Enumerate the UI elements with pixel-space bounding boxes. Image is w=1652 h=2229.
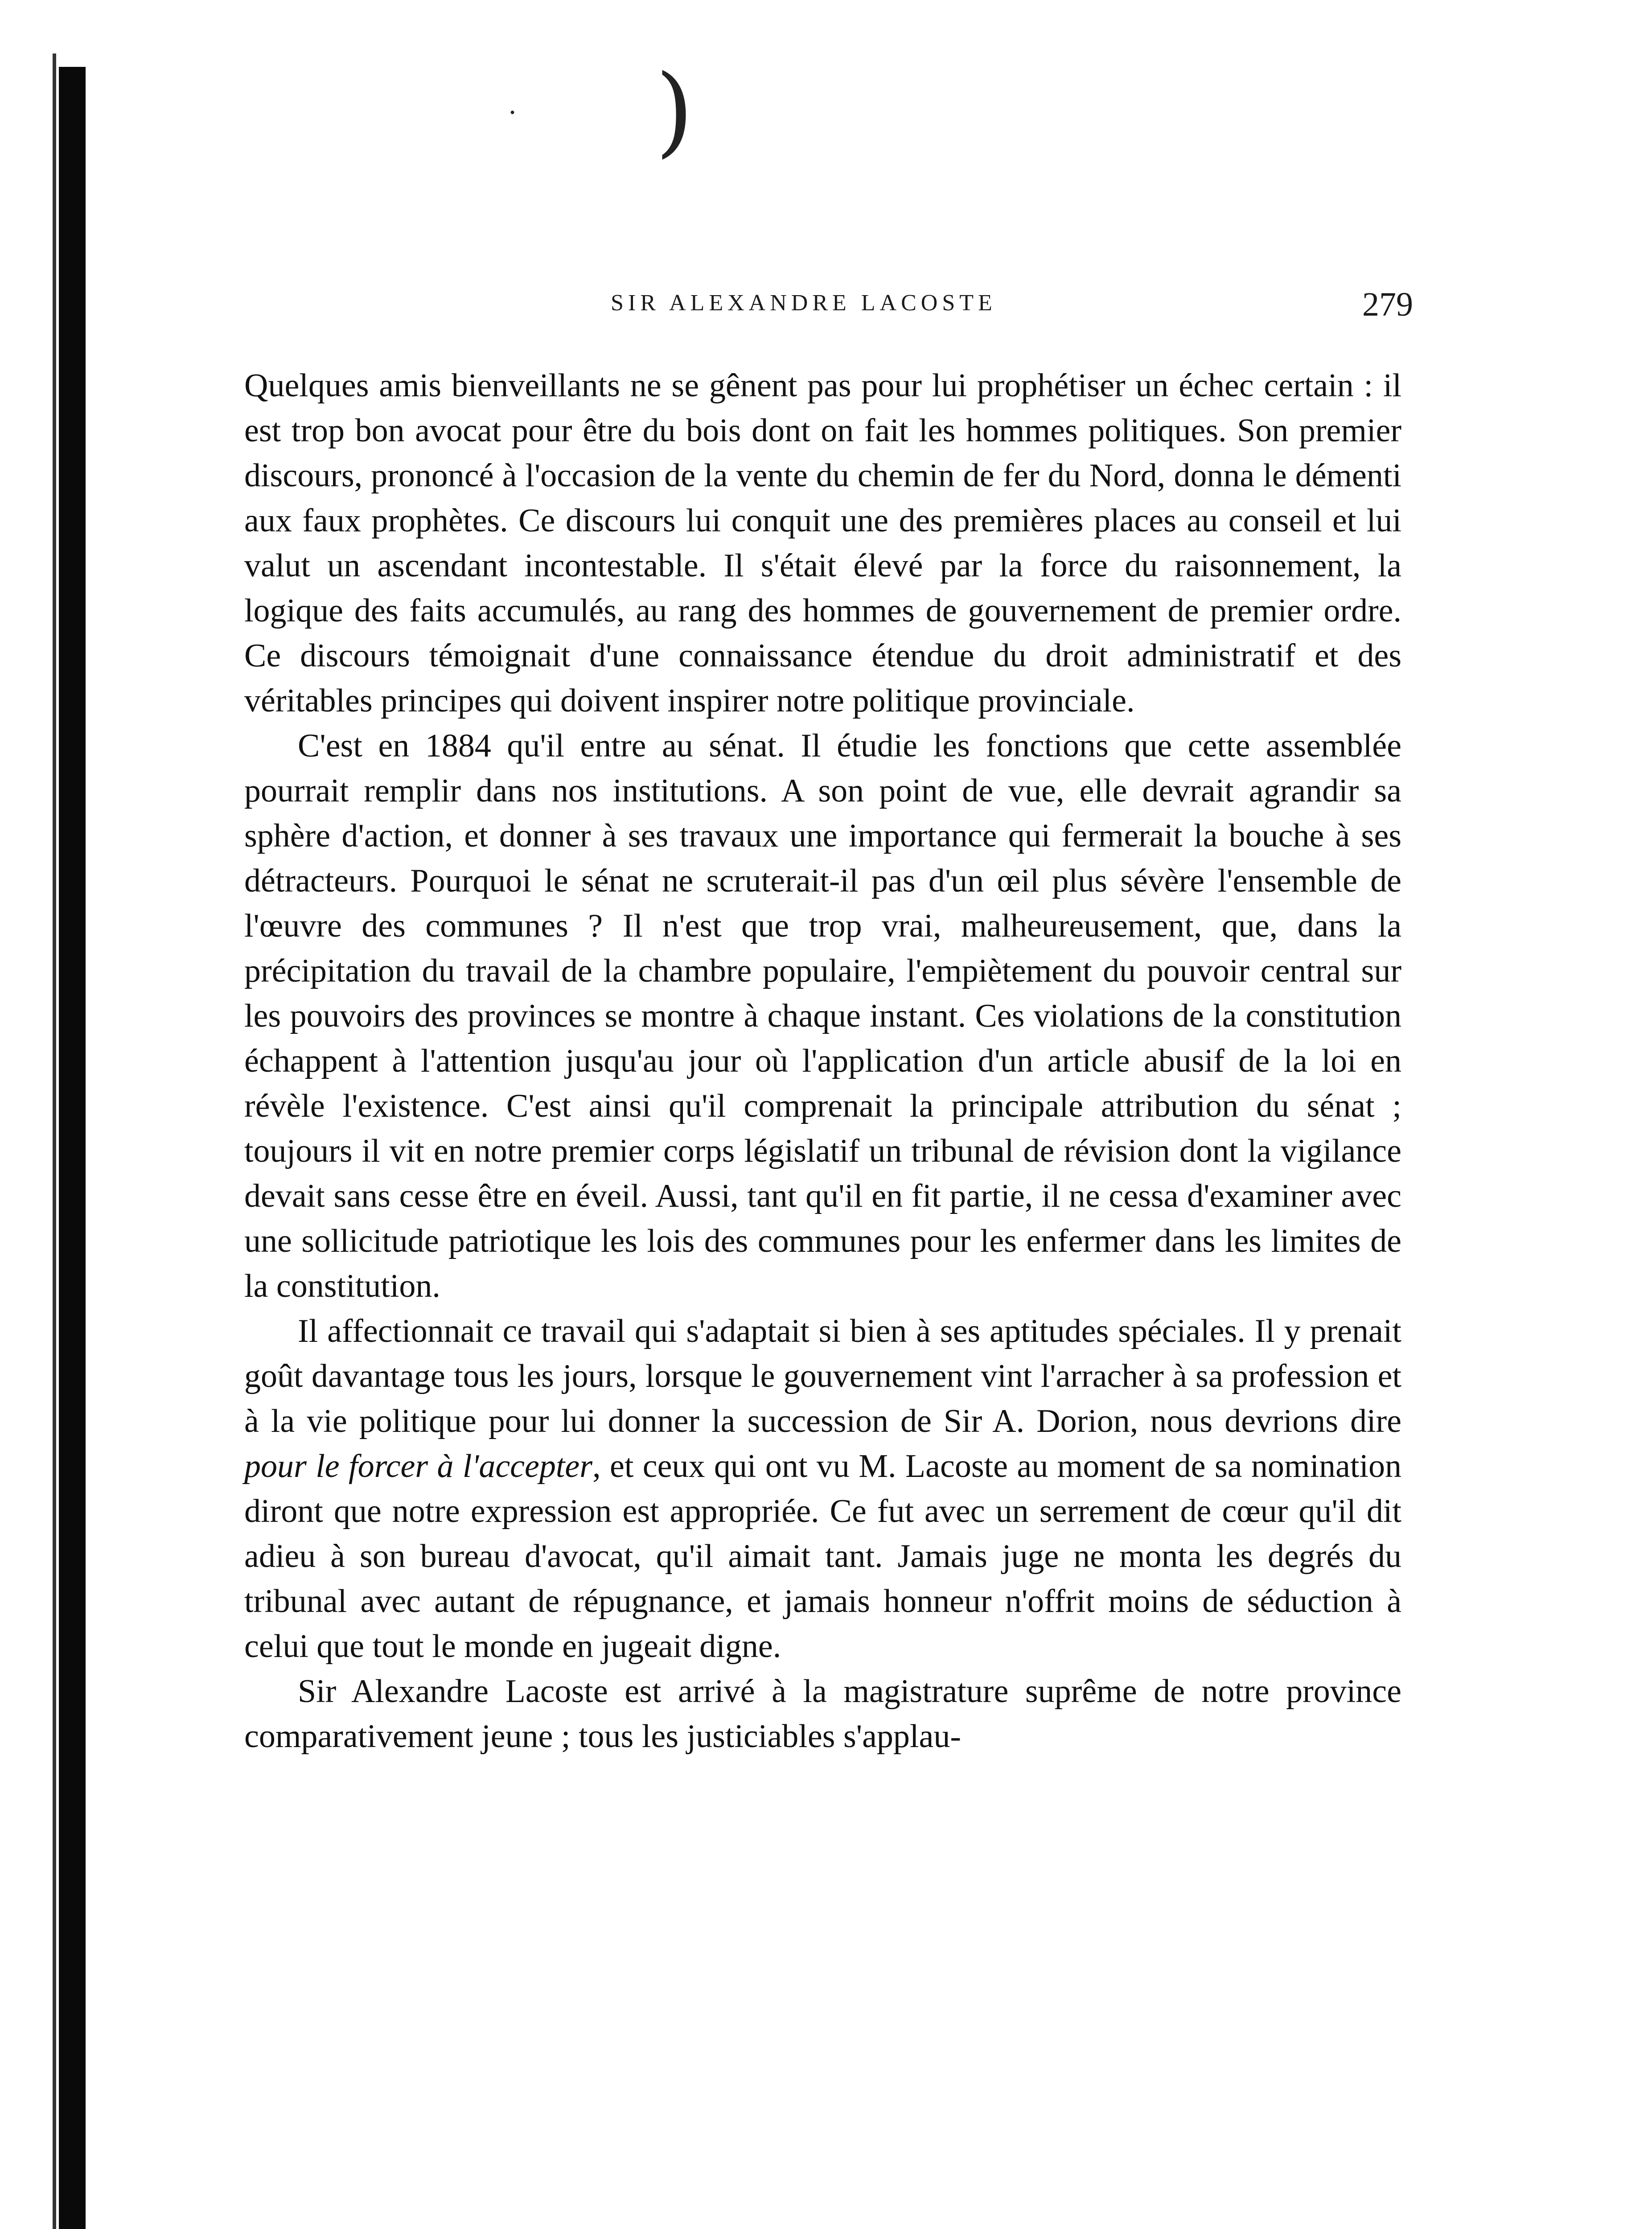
binding-edge xyxy=(59,67,86,2229)
paragraph-1 xyxy=(244,363,1401,724)
paragraph-2 xyxy=(244,724,1401,1309)
paragraph-4 xyxy=(244,1669,1401,1759)
stray-dot-mark: . xyxy=(508,89,517,120)
page-header xyxy=(611,285,1413,325)
paragraph-2-text: C'est en 1884 qu'il entre au sénat. Il étudie les fonctions que cette assemblée pourrait remplir dans nos institutions. A son point de vue, elle devrait agrandir sa sphère d'action, et donner à ses travaux une importance qui fermerait la bouche à ses détracteurs. Pourquoi le sénat ne scruterait-il pas d'un œil plus sévère l'ensemble de l'œuvre des communes ? Il n'est que trop vrai, malheureusement, que, dans la précipitation du travail de la chambre populaire, l'empiètement du pouvoir central sur les pouvoirs des provinces se montre à chaque instant. Ces violations de la constitution échappent à l'attention jusqu'au jour où l'application d'un article abusif de la loi en révèle l'existence. C'est ainsi qu'il comprenait la principale attribution du sénat ; toujours il vit en notre premier corps législatif un tribunal de révision dont la vigilance devait sans cesse être en éveil. Aussi, tant qu'il en fit partie, il ne cessa d'examiner avec une sollicitude patriotique les lois des communes pour les enfermer dans les limites de la constitution. xyxy=(244,728,1401,1304)
binding-edge-thin xyxy=(53,53,56,2229)
paragraph-3-text-b: , et ceux qui ont vu M. Lacoste au moment de sa nomination diront que notre expression est appropriée. Ce fut avec un serrement de cœur qu'il dit adieu à son bureau d'avocat, qu'il aimait tant. Jamais juge ne monta les degrés du tribunal avec autant de répugnance, et jamais honneur n'offrit moins de séduction à celui que tout le monde en jugeait digne. xyxy=(244,1448,1401,1665)
paragraph-3-italic-phrase: pour le forcer à l'accepter xyxy=(244,1448,593,1485)
paragraph-3 xyxy=(244,1309,1401,1669)
paragraph-3-text-a: Il affectionnait ce travail qui s'adaptait si bien à ses aptitudes spéciales. Il y prenait goût davantage tous les jours, lorsque le gouvernement vint l'arracher à sa profession et à la vie politique pour lui donner la succession de Sir A. Dorion, nous devrions dire xyxy=(244,1313,1401,1439)
paragraph-4-text: Sir Alexandre Lacoste est arrivé à la magistrature suprême de notre province comparativement jeune ; tous les justiciables s'applau- xyxy=(244,1673,1401,1755)
stray-paren-mark: ) xyxy=(655,53,694,168)
body-text xyxy=(244,363,1401,1759)
running-head: SIR ALEXANDRE LACOSTE xyxy=(611,290,997,316)
page-number: 279 xyxy=(1362,286,1413,323)
paragraph-1-text: Quelques amis bienveillants ne se gênent pas pour lui prophétiser un échec certain : il est trop bon avocat pour être du bois dont on fait les hommes politiques. Son premier discours, prononcé à l'occasion de la vente du chemin de fer du Nord, donna le démenti aux faux prophètes. Ce discours lui conquit une des premières places au conseil et lui valut un ascendant incontestable. Il s'était élevé par la force du raisonnement, la logique des faits accumulés, au rang des hommes de gouvernement de premier ordre. Ce discours témoignait d'une connaissance étendue du droit administratif et des véritables principes qui doivent inspirer notre politique provinciale. xyxy=(244,367,1401,719)
